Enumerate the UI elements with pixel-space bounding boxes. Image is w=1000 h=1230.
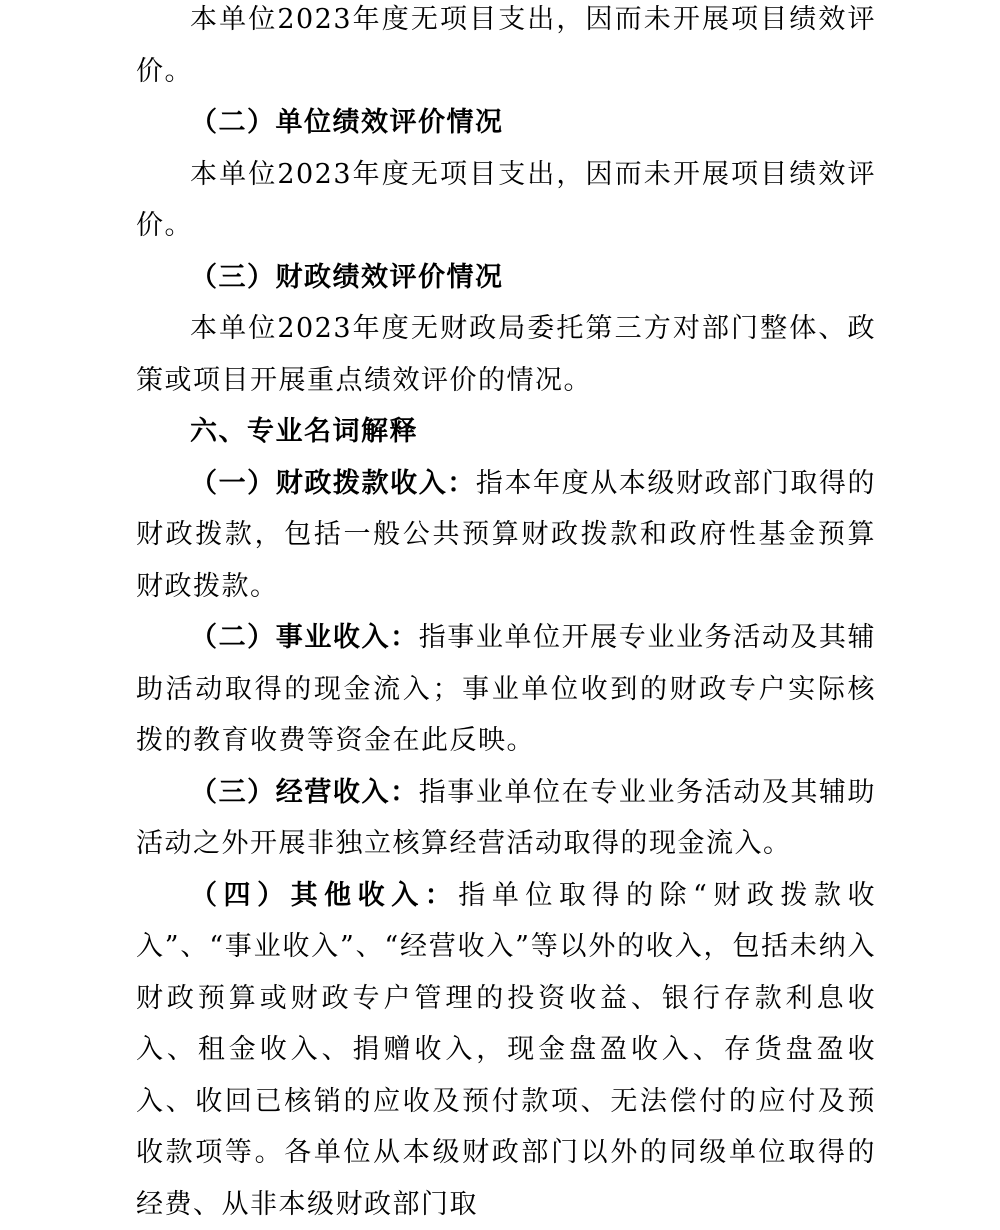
term-body: 指事业单位在专业业务活动及其辅助活动之外开展非独立核算经营活动取得的现金流入。 — [136, 777, 876, 860]
document-page — [136, 0, 876, 1230]
term-head: （一）财政拨款收入： — [190, 468, 476, 499]
heading-unit-evaluation: （二）单位绩效评价情况 — [136, 97, 876, 149]
paragraph-project-evaluation: 本单位2023年度无项目支出，因而未开展项目绩效评价。 — [136, 0, 876, 97]
term-head: （二）事业收入： — [190, 622, 419, 653]
term-other-income — [136, 870, 876, 1230]
term-body: 指事业单位开展专业业务活动及其辅助活动取得的现金流入；事业单位收到的财政专户实际核拨的教育收费等资金在此反映。 — [136, 622, 876, 756]
heading-finance-evaluation: （三）财政绩效评价情况 — [136, 252, 876, 304]
heading-terms: 六、专业名词解释 — [136, 406, 876, 458]
term-operating-income — [136, 767, 876, 870]
paragraph-finance-evaluation: 本单位2023年度无财政局委托第三方对部门整体、政策或项目开展重点绩效评价的情况。 — [136, 303, 876, 406]
term-head: （三）经营收入： — [190, 777, 419, 808]
term-body: 指单位取得的除“财政拨款收入”、“事业收入”、“经营收入”等以外的收入，包括未纳入财政预算或财政专户管理的投资收益、银行存款利息收入、租金收入、捐赠收入，现金盘盈收入、存货盘盈收入、收回已核销的应收及预付款项、无法偿付的应付及预收款项等。各单位从本级财政部门以外的同级单位取得的经费、从非本级财政部门取 — [136, 880, 876, 1220]
paragraph-unit-evaluation: 本单位2023年度无项目支出，因而未开展项目绩效评价。 — [136, 149, 876, 252]
term-body: 指本年度从本级财政部门取得的财政拨款，包括一般公共预算财政拨款和政府性基金预算财政拨款。 — [136, 468, 876, 602]
term-business-income — [136, 612, 876, 767]
term-fiscal-appropriation — [136, 458, 876, 613]
term-head: （四）其他收入： — [190, 880, 458, 911]
